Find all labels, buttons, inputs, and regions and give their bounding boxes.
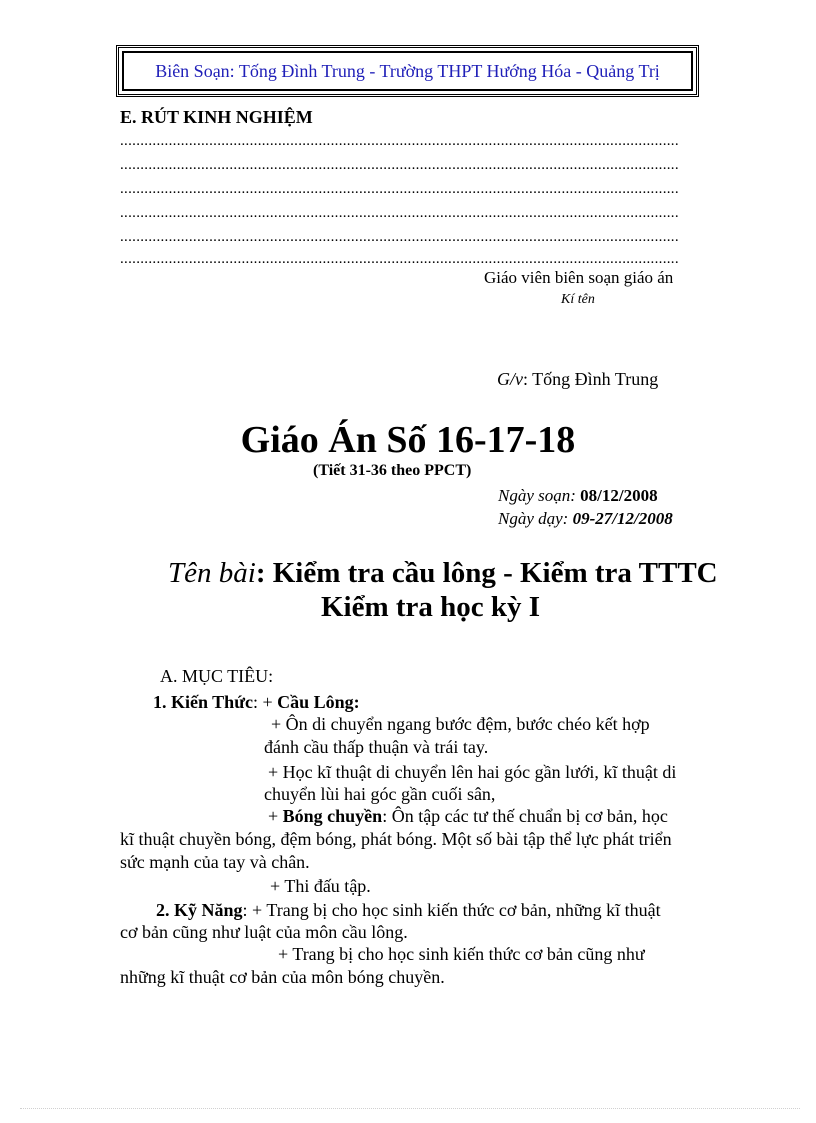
signature-title: Giáo viên biên soạn giáo án: [484, 268, 674, 287]
volleyball-text: : Ôn tập các tư thế chuẩn bị cơ bản, học: [382, 806, 668, 826]
lesson-title-line2: Kiểm tra học kỳ I: [321, 591, 541, 623]
body-line: đánh cầu thấp thuận và trái tay.: [264, 737, 489, 757]
lesson-title-line1: [168, 557, 718, 590]
dot-line: ..........................................................................................................................................: [120, 251, 679, 267]
date-prepared: [498, 486, 658, 506]
footer-divider: [20, 1108, 800, 1110]
body-line: chuyển lùi hai góc gần cuối sân,: [264, 784, 496, 804]
lesson-label: Tên bài: [168, 557, 256, 589]
volleyball-label: Bóng chuyền: [282, 806, 383, 826]
dot-line: ..........................................................................................................................................: [120, 157, 679, 173]
body-line: + Ôn di chuyển ngang bước đệm, bước chéo kết hợp: [271, 714, 650, 734]
knowledge-label: 1. Kiến Thức: [153, 692, 253, 712]
teacher-name: [497, 369, 658, 390]
volleyball-line: [268, 806, 668, 827]
plan-title: Giáo Án Số 16-17-18: [240, 419, 576, 461]
body-line: + Thi đấu tập.: [270, 876, 371, 896]
signature-label: Kí tên: [561, 292, 595, 307]
date-prepared-value: 08/12/2008: [575, 486, 658, 505]
skills-label: 2. Kỹ Năng: [156, 900, 243, 920]
header-text: Biên Soạn: Tống Đình Trung - Trường THPT Hướng Hóa - Quảng Trị: [122, 51, 693, 91]
skills-text: : + Trang bị cho học sinh kiến thức cơ bản, những kĩ thuật: [242, 900, 661, 920]
dot-line: ..........................................................................................................................................: [120, 205, 679, 221]
lesson-title1: : Kiểm tra cầu lông - Kiểm tra TTTC: [255, 557, 718, 589]
body-line: cơ bản cũng như luật của môn cầu lông.: [120, 922, 408, 942]
date-taught-value: 09-27/12/2008: [568, 509, 673, 528]
plan-subtitle: (Tiết 31-36 theo PPCT): [313, 462, 472, 479]
body-line: kĩ thuật chuyền bóng, đệm bóng, phát bóng. Một số bài tập thể lực phát triển: [120, 829, 672, 849]
section-e-title: E. RÚT KINH NGHIỆM: [120, 107, 313, 127]
dot-line: ..........................................................................................................................................: [120, 133, 679, 149]
body-line: + Trang bị cho học sinh kiến thức cơ bản cũng như: [278, 944, 645, 964]
teacher-name-text: : Tống Đình Trung: [523, 369, 659, 389]
body-line: + Học kĩ thuật di chuyển lên hai góc gần lưới, kĩ thuật di: [268, 762, 677, 782]
skills-line: [156, 900, 661, 921]
date-prepared-label: Ngày soạn:: [498, 486, 576, 505]
teacher-prefix: G/v: [497, 369, 523, 389]
plus: +: [268, 806, 283, 826]
section-a-heading: A. MỤC TIÊU:: [160, 666, 274, 686]
header-box: [116, 45, 699, 97]
dot-line: ..........................................................................................................................................: [120, 181, 679, 197]
body-line: sức mạnh của tay và chân.: [120, 852, 310, 872]
knowledge-sep: : +: [252, 692, 278, 712]
date-taught: [498, 509, 673, 529]
knowledge-line: [153, 692, 360, 713]
body-line: những kĩ thuật cơ bản của môn bóng chuyền.: [120, 967, 445, 987]
dot-line: ..........................................................................................................................................: [120, 229, 679, 245]
date-taught-label: Ngày dạy:: [498, 509, 569, 528]
knowledge-topic: Cầu Lông:: [277, 692, 360, 712]
